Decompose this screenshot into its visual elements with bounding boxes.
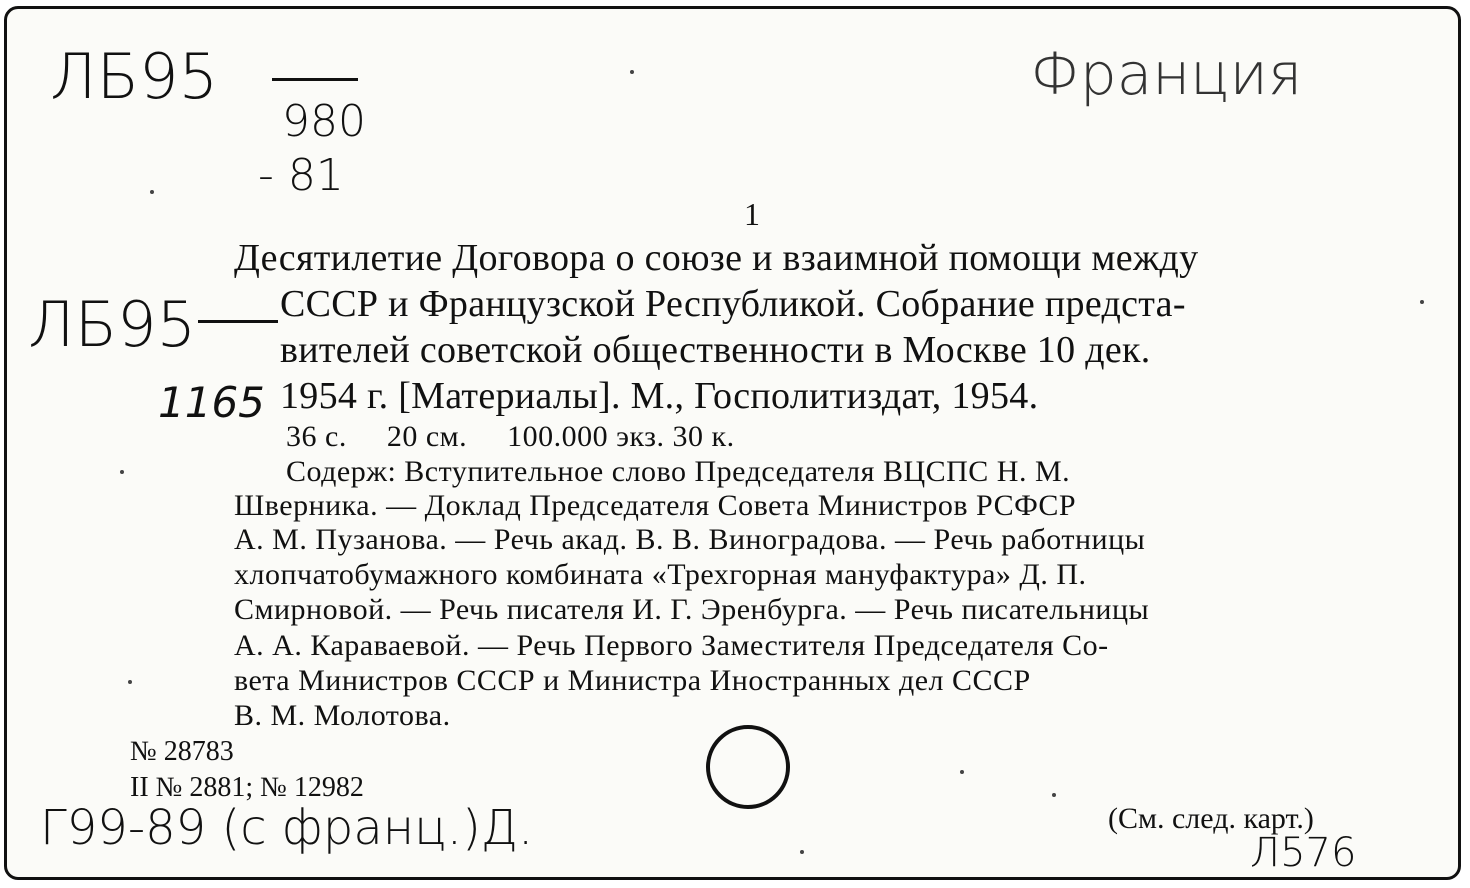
contents-line-4: хлопчатобумажного комбината «Трехгорная мануфактура» Д. П. xyxy=(234,558,1087,591)
handwritten-top-number-a: 980 xyxy=(282,96,366,147)
speck xyxy=(128,680,132,684)
contents-line-2: Шверника. — Доклад Председателя Совета Министров РСФСР xyxy=(234,489,1077,522)
speck xyxy=(800,850,804,854)
contents-line-7: вета Министров СССР и Министра Иностранных дел СССР xyxy=(234,664,1031,697)
title-line-2: СССР и Французской Республикой. Собрание предста- xyxy=(280,283,1186,325)
contents-line-6: А. А. Караваевой. — Речь Первого Заместителя Председателя Со- xyxy=(234,629,1109,662)
handwritten-top-right: Франция xyxy=(1030,40,1303,108)
title-line-3: вителей советской общественности в Москве 10 дек. xyxy=(280,329,1151,371)
speck xyxy=(960,770,964,774)
contents-line-1: Содерж: Вступительное слово Председателя ВЦСПС Н. М. xyxy=(286,455,1071,488)
handwritten-top-code: ЛБ95 xyxy=(50,40,219,113)
fraction-line xyxy=(272,78,358,81)
contents-line-8: В. М. Молотова. xyxy=(234,699,451,732)
speck xyxy=(1052,793,1056,797)
title-line-1: Десятилетие Договора о союзе и взаимной помощи между xyxy=(234,237,1199,279)
contents-line-5: Смирновой. — Речь писателя И. Г. Эренбурга. — Речь писательницы xyxy=(234,593,1150,626)
physical-description: 36 с. 20 см. 100.000 экз. 30 к. xyxy=(286,420,735,453)
speck xyxy=(630,70,634,74)
handwritten-left-code: ЛБ95 xyxy=(28,288,197,361)
continued-note: (См. след. карт.) xyxy=(1108,802,1314,835)
handwritten-left-number: 1165 xyxy=(158,378,265,427)
speck xyxy=(120,470,124,474)
handwritten-bottom-left: Г99-89 (с франц.)Д. xyxy=(40,800,534,856)
registry-number-1: № 28783 xyxy=(130,736,234,767)
speck xyxy=(1420,300,1424,304)
speck xyxy=(150,190,154,194)
registry-number-2: II № 2881; № 12982 xyxy=(130,772,364,803)
left-dash-line xyxy=(198,320,278,323)
punch-hole xyxy=(706,725,790,809)
card-number: 1 xyxy=(744,196,760,232)
contents-line-3: А. М. Пузанова. — Речь акад. В. В. Виноградова. — Речь работницы xyxy=(234,523,1146,556)
handwritten-bottom-right: Л576 xyxy=(1250,830,1357,876)
title-line-4: 1954 г. [Материалы]. М., Госполитиздат, 1954. xyxy=(280,375,1039,417)
handwritten-top-number-b: - 81 xyxy=(258,150,344,201)
